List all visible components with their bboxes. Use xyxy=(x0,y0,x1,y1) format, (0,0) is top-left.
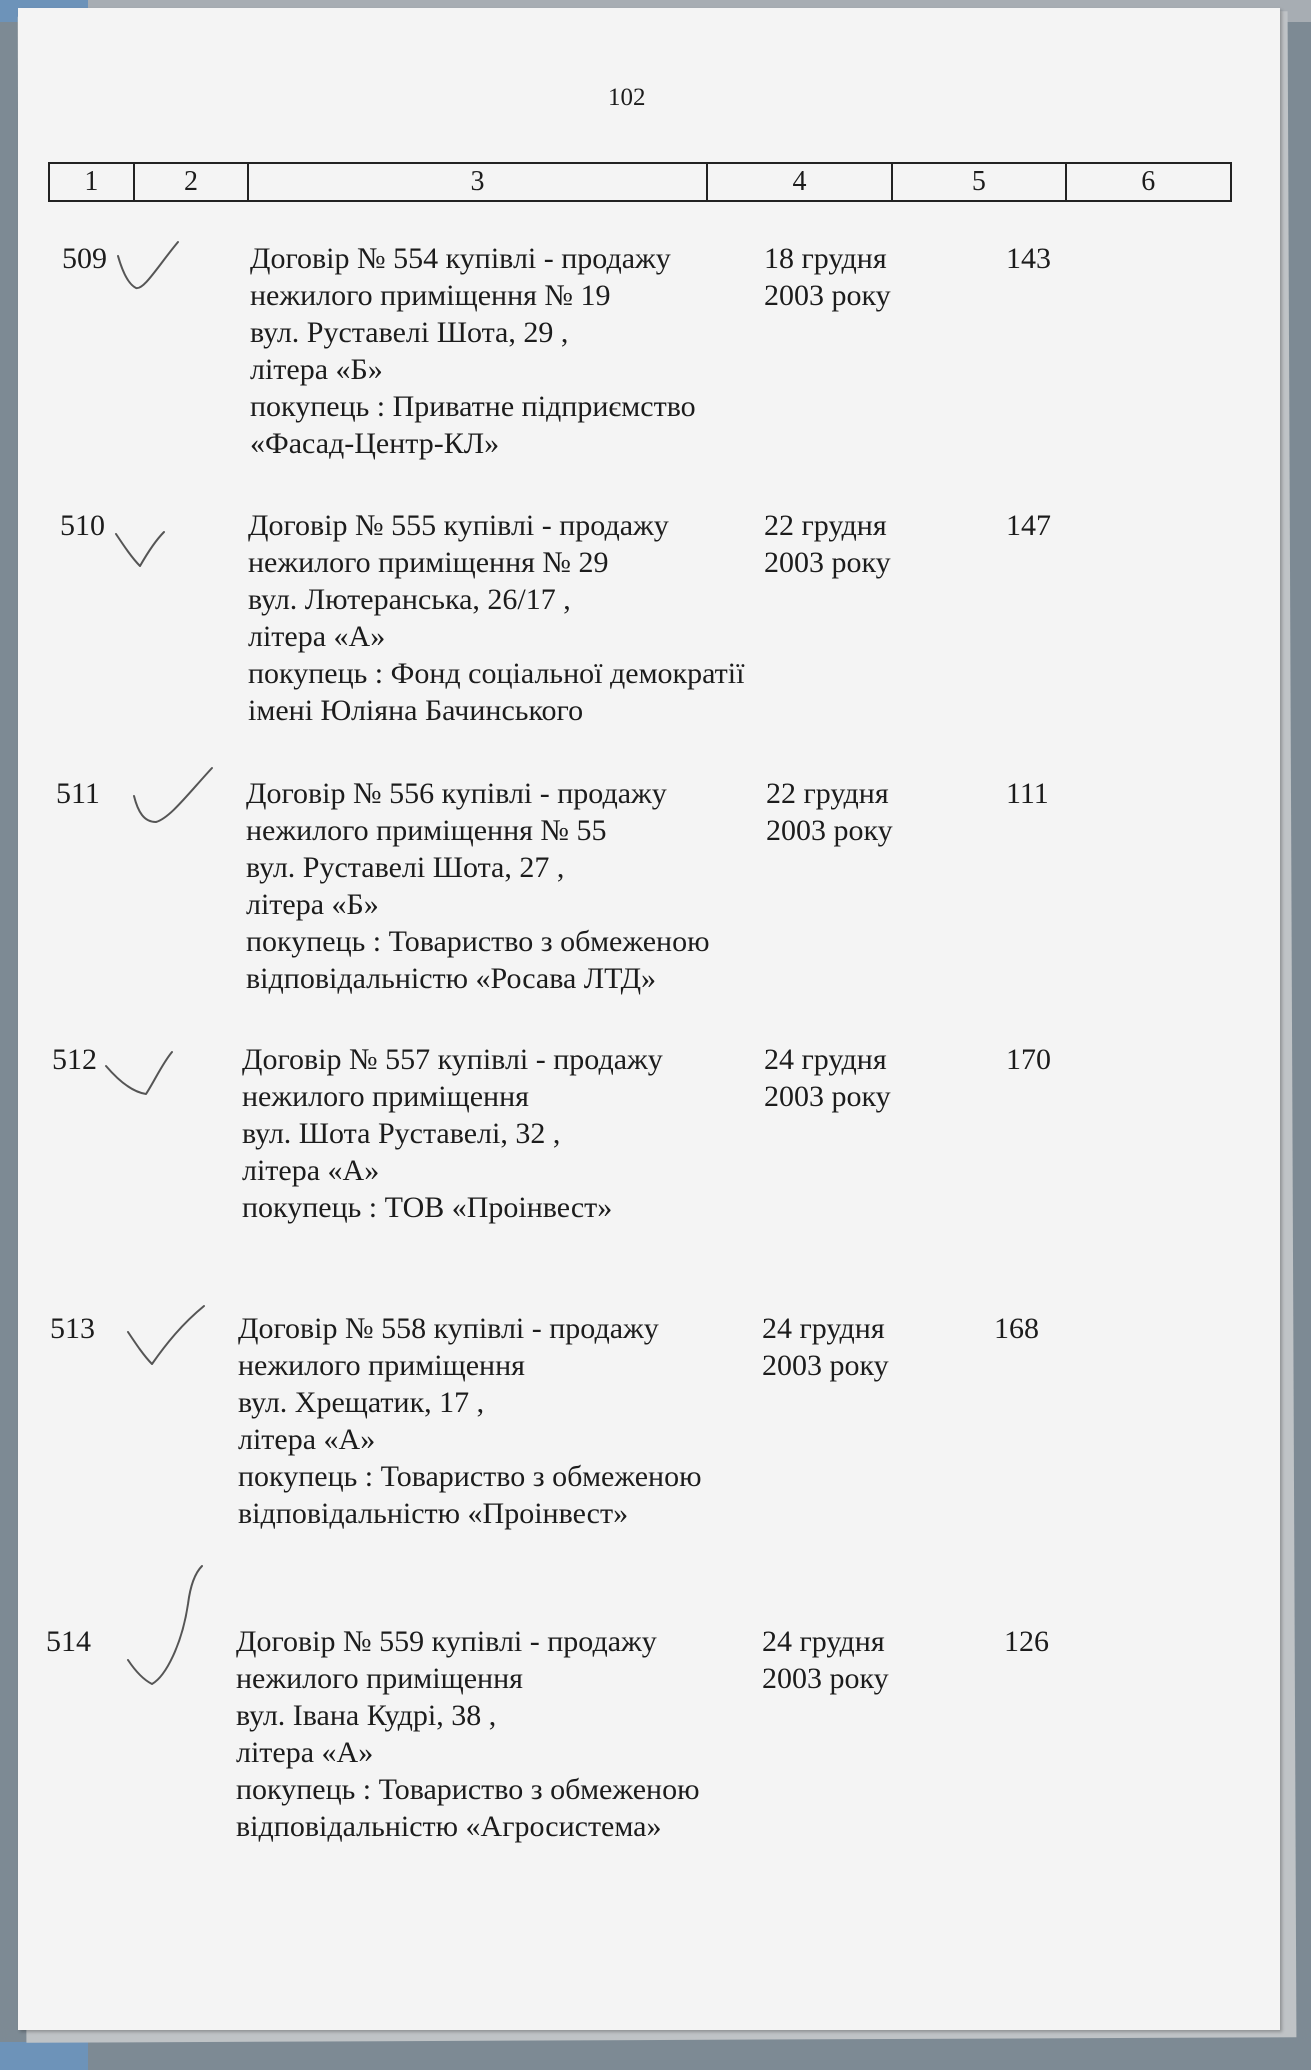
date-day: 22 грудня xyxy=(764,509,887,542)
column-header-5: 5 xyxy=(893,164,1066,200)
page-number: 102 xyxy=(608,84,646,111)
description-line: вул. Лютеранська, 26/17 , xyxy=(248,583,571,616)
description-line: нежилого приміщення № 19 xyxy=(250,279,611,312)
entry-date xyxy=(764,240,891,314)
entry-pages: 170 xyxy=(1006,1043,1051,1076)
column-header-1: 1 xyxy=(50,164,135,200)
description-line: Договір № 557 купівлі - продажу xyxy=(242,1043,663,1076)
description-line: покупець : Товариство з обмеженою xyxy=(238,1460,702,1493)
description-line: вул. Руставелі Шота, 27 , xyxy=(246,851,565,884)
entry-date xyxy=(764,507,891,581)
date-year: 2003 року xyxy=(762,1349,889,1382)
entry-description xyxy=(236,1623,699,1845)
date-year: 2003 року xyxy=(764,279,891,312)
description-line: «Фасад-Центр-КЛ» xyxy=(250,427,500,460)
column-header-2: 2 xyxy=(135,164,250,200)
description-line: вул. Івана Кудрі, 38 , xyxy=(236,1699,497,1732)
column-header-row xyxy=(48,162,1232,202)
description-line: вул. Руставелі Шота, 29 , xyxy=(250,316,569,349)
checkmark-icon xyxy=(102,1048,192,1108)
checkmark-icon xyxy=(122,1564,222,1694)
description-line: покупець : Товариство з обмеженою xyxy=(236,1773,700,1806)
column-header-6: 6 xyxy=(1141,166,1156,197)
description-line: відповідальністю «Росава ЛТД» xyxy=(246,962,657,995)
description-line: покупець : Товариство з обмеженою xyxy=(246,925,710,958)
entry-description xyxy=(242,1041,663,1226)
entry-date xyxy=(764,1041,891,1115)
description-line: літера «А» xyxy=(236,1736,374,1769)
description-line: Договір № 555 купівлі - продажу xyxy=(248,509,669,542)
date-day: 24 грудня xyxy=(762,1312,885,1345)
entry-date xyxy=(762,1310,889,1384)
date-day: 24 грудня xyxy=(762,1625,885,1658)
description-line: вул. Хрещатик, 17 , xyxy=(238,1386,485,1419)
description-line: літера «Б» xyxy=(250,353,383,386)
description-line: літера «А» xyxy=(242,1154,380,1187)
entry-number: 509 xyxy=(62,242,107,275)
entry-number: 512 xyxy=(52,1043,97,1076)
description-line: покупець : ТОВ «Проінвест» xyxy=(242,1191,613,1224)
description-line: літера «Б» xyxy=(246,888,379,921)
entry-number: 511 xyxy=(56,777,100,810)
entry-pages: 111 xyxy=(1006,777,1049,810)
entry-description xyxy=(250,240,696,462)
description-line: нежилого приміщення xyxy=(236,1662,523,1695)
entry-description xyxy=(248,507,744,729)
description-line: літера «А» xyxy=(248,620,386,653)
date-year: 2003 року xyxy=(764,546,891,579)
description-line: вул. Шота Руставелі, 32 , xyxy=(242,1117,561,1150)
description-line: нежилого приміщення № 29 xyxy=(248,546,609,579)
description-line: нежилого приміщення xyxy=(242,1080,529,1113)
checkmark-icon xyxy=(130,764,220,834)
entry-date xyxy=(762,1623,889,1697)
description-line: відповідальністю «Проінвест» xyxy=(238,1497,629,1530)
description-line: Договір № 559 купівлі - продажу xyxy=(236,1625,657,1658)
entry-pages: 147 xyxy=(1006,509,1051,542)
column-header-4: 4 xyxy=(708,164,893,200)
description-line: імені Юліяна Бачинського xyxy=(248,694,584,727)
date-year: 2003 року xyxy=(762,1662,889,1695)
description-line: Договір № 556 купівлі - продажу xyxy=(246,777,667,810)
checkmark-icon xyxy=(114,238,184,298)
description-line: нежилого приміщення № 55 xyxy=(246,814,607,847)
date-year: 2003 року xyxy=(764,1080,891,1113)
document-page xyxy=(18,8,1280,2030)
entry-date xyxy=(766,775,893,849)
description-line: покупець : Приватне підприємство xyxy=(250,390,696,423)
description-line: Договір № 558 купівлі - продажу xyxy=(238,1312,659,1345)
entry-description xyxy=(246,775,709,997)
date-year: 2003 року xyxy=(766,814,893,847)
date-day: 22 грудня xyxy=(766,777,889,810)
date-day: 24 грудня xyxy=(764,1043,887,1076)
entry-pages: 168 xyxy=(994,1312,1039,1345)
entry-number: 513 xyxy=(50,1312,95,1345)
date-day: 18 грудня xyxy=(764,242,887,275)
description-line: літера «А» xyxy=(238,1423,376,1456)
entry-pages: 143 xyxy=(1006,242,1051,275)
description-line: Договір № 554 купівлі - продажу xyxy=(250,242,671,275)
description-line: нежилого приміщення xyxy=(238,1349,525,1382)
column-header-3: 3 xyxy=(249,164,707,200)
entry-pages: 126 xyxy=(1004,1625,1049,1658)
checkmark-icon xyxy=(112,518,182,578)
entry-description xyxy=(238,1310,701,1532)
entry-number: 514 xyxy=(46,1625,91,1658)
folder-tab-bottom xyxy=(0,2042,88,2070)
description-line: покупець : Фонд соціальної демократії xyxy=(248,657,745,690)
description-line: відповідальністю «Агросистема» xyxy=(236,1810,662,1843)
checkmark-icon xyxy=(124,1302,214,1372)
entry-number: 510 xyxy=(60,509,105,542)
